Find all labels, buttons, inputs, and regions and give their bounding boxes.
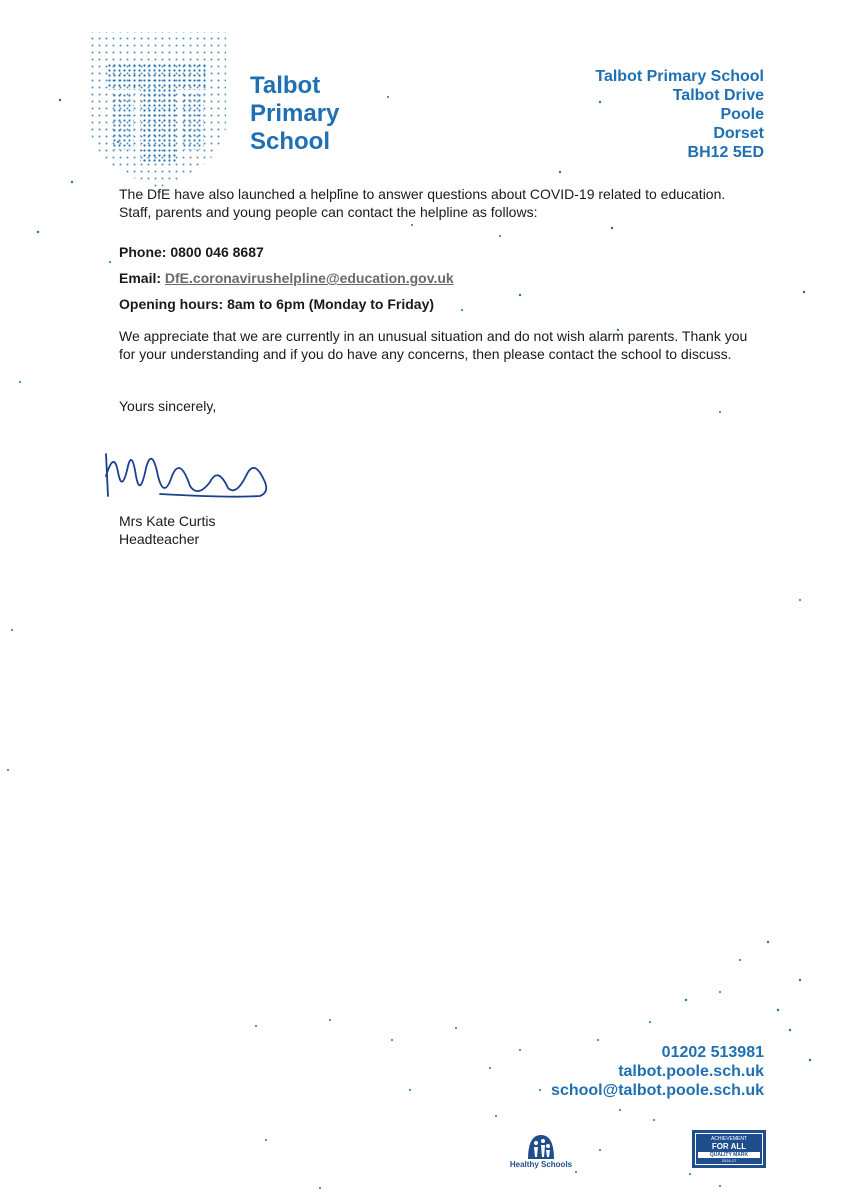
intro-paragraph: The DfE have also launched a helpline to answer questions about COVID-19 related to education. Staff, parents and young people can contact the helpline as follows: <box>119 186 726 220</box>
afa-year-text: 2016-17 <box>721 1158 737 1163</box>
hours-value: 8am to 6pm (Monday to Friday) <box>227 296 435 312</box>
closing-salutation: Yours sincerely, <box>119 398 217 414</box>
school-name-line: Talbot <box>250 72 321 99</box>
school-address <box>595 67 764 162</box>
signer-title: Headteacher <box>119 531 200 547</box>
address-line: BH12 5ED <box>687 144 764 161</box>
address-line: Talbot Primary School <box>595 68 764 85</box>
phone-value: 0800 046 8687 <box>170 244 264 260</box>
afa-quality-text: QUALITY MARK <box>698 1152 760 1158</box>
signer-name: Mrs Kate Curtis <box>119 513 216 529</box>
footer-contact <box>551 1043 764 1100</box>
phone-line <box>119 243 759 261</box>
dotted-t-shield-icon <box>82 28 234 190</box>
email-label: Email: <box>119 270 162 286</box>
address-line: Dorset <box>713 125 764 142</box>
address-line: Poole <box>720 106 764 123</box>
afa-main-text: FOR ALL <box>711 1142 747 1151</box>
school-name <box>250 72 339 156</box>
phone-label: Phone: <box>119 244 167 260</box>
footer-website[interactable]: talbot.poole.sch.uk <box>618 1063 764 1080</box>
letter-body <box>119 185 759 415</box>
afa-top-text: ACHIEVEMENT <box>710 1136 748 1142</box>
achievement-for-all-badge <box>692 1130 766 1168</box>
hours-line <box>119 295 759 313</box>
signature-image <box>100 446 275 502</box>
healthy-schools-label: Healthy Schools <box>509 1160 573 1169</box>
signatory-block <box>119 512 215 548</box>
email-link[interactable]: DfE.coronavirushelpline@education.gov.uk <box>164 270 454 286</box>
school-name-line: School <box>250 128 331 155</box>
closing-paragraph: We appreciate that we are currently in an unusual situation and do not wish alarm parents. Thank you for your understanding and if you do have any concerns, then please contact the school to discuss. <box>119 328 748 362</box>
email-line <box>119 269 759 287</box>
healthy-schools-badge <box>507 1133 575 1169</box>
address-line: Talbot Drive <box>672 87 764 104</box>
footer-phone: 01202 513981 <box>661 1044 764 1061</box>
hours-label: Opening hours: <box>119 296 224 312</box>
school-name-line: Primary <box>250 100 340 127</box>
healthy-schools-icon <box>526 1133 556 1159</box>
afa-badge-frame <box>695 1133 763 1165</box>
footer-email[interactable]: school@talbot.poole.sch.uk <box>551 1082 764 1099</box>
